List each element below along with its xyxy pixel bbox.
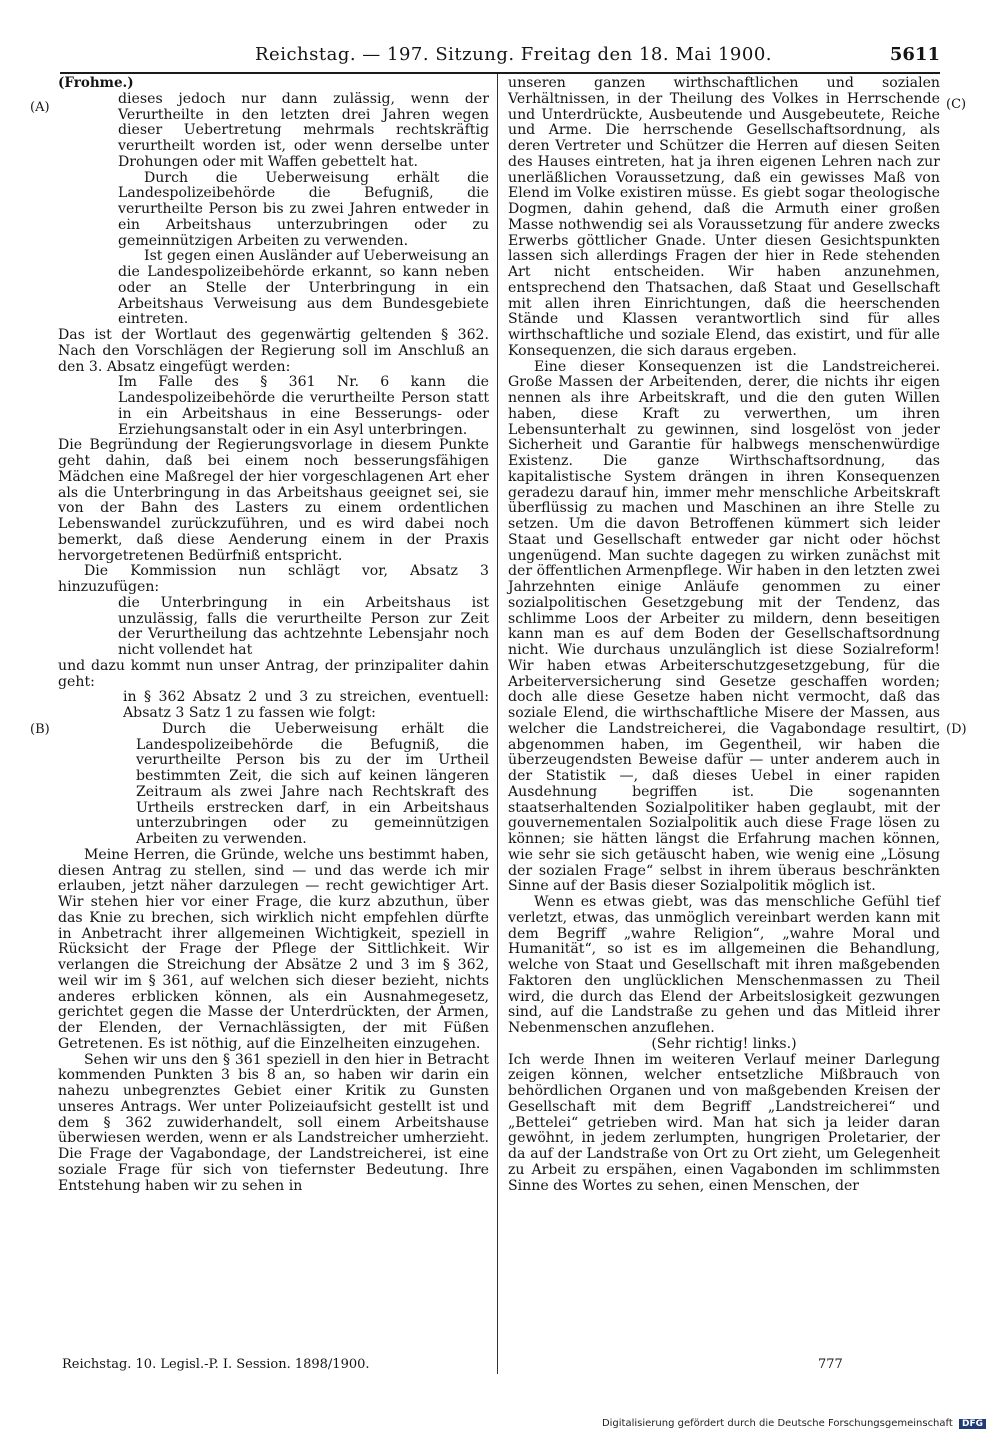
paragraph: Eine dieser Konsequenzen ist die Landstreicherei. Große Massen der Arbeitenden, derer, die nichts ihr eigen nennen als ihre Arbeitskraft, und die den guten Willen haben, diese Kraft zu verwerthen, um ihren Lebensunterhalt zu gewinnen, sind losgelöst von jeder Sicherheit und Garantie für halbwegs menschenwürdige Existenz. Die ganze Wirthschaftsordnung, das kapitalistische System drängen in ihren Konsequenzen geradezu darauf hin, immer mehr menschliche Arbeitskraft überflüssig zu machen und Maschinen an ihre Stelle zu setzen. Um die davon Betroffenen kümmert sich leider Staat und Gesellschaft entweder gar nicht oder höchst ungenügend. Man suchte dagegen zu wirken zunächst mit der öffentlichen Armenpflege. Wir haben in den letzten zwei Jahrzehnten einige Anläufe genommen zu einer sozialpolitischen Gesetzgebung mit der Tendenz, das schlimme Loos der Arbeiter zu mildern, denn beseitigen kann man es auf dem Boden der Gesellschaftsordnung nicht. Wie durchaus unzulänglich ist diese Sozialreform! Wir haben etwas Arbeiterschutzgesetzgebung, für die Arbeiterversicherung sind Gesetze geschaffen worden; doch alle diese Gesetze haben nicht vermocht, daß das soziale Elend, die wirthschaftliche Misere der Massen, aus welcher die Landstreicherei, die Vagabondage resultirt, abgenommen haben, im Gegentheil, wir haben die überzeugendsten Beweise dafür — unter anderem auch in der Statistik —, daß dieses Uebel in einer rapiden Ausdehnung begriffen ist. Die sogenannten staatserhaltenden Sozialpolitiker haben geglaubt, mit der gouvernementalen Sozialpolitik auch diese Frage lösen zu können; sie hätten längst die Erfahrung machen können, wie sehr sie sich getäuscht haben, wie wenig eine „Lösung der sozialen Frage“ selbst in ihrem überaus beschränkten Sinne auf der Basis dieser Sozialpolitik möglich ist. (508, 358, 941, 895)
page-number: 5611 (889, 44, 940, 65)
paragraph: Die Begründung der Regierungsvorlage in diesem Punkte geht dahin, daß bei einem noch besserungsfähigen Mädchen eine Maßregel der hier vorgeschlagenen Art eher als die Unterbringung in das Arbeitshaus geeignet sei, sie von der Bahn des Lasters zu einem ordentlichen Lebenswandel zurückzuführen, und es wird dabei noch bemerkt, daß diese Aenderung einem in der Praxis hervorgetretenen Bedürfniß entspricht. (58, 437, 489, 564)
paragraph: unseren ganzen wirthschaftlichen und sozialen Verhältnissen, in der Theilung des Volkes in Herrschende und Unterdrückte, Ausbeutende und Ausgebeutete, Reiche und Arme. Die herrschende Gesellschaftsordnung, als deren Vertreter und Schützer die Herren auf diesen Seiten des Hauses eintreten, hat ja ihren eigenen Lehren nach zur unerläßlichen Voraussetzung, daß ein gewisses Maß von Elend im Volke existiren müsse. Es giebt sogar theologische Dogmen, dahin gehend, daß die Armuth einer großen Masse nothwendig sei als Voraussetzung für andere zwecks Erwerbs göttlicher Gnade. Unter diesen Gesichtspunkten lassen sich allerdings Fragen der hier in Rede stehenden Art nicht entscheiden. Wir haben anzunehmen, entsprechend den Thatsachen, daß Staat und Gesellschaft mit allen ihren Einrichtungen, daß die heerschenden Stände und Klassen verantwortlich sind für alles wirthschaftliche und soziale Elend, das existirt, und für alle Konsequenzen, die sich daraus ergeben. (508, 75, 940, 359)
paragraph: Ich werde Ihnen im weiteren Verlauf meiner Darlegung zeigen können, welcher entsetzliche Mißbrauch von behördlichen Organen und von maßgebenden Kreisen der Gesellschaft mit dem Begriff „Landstreicherei“ und „Bettelei“ getrieben wird. Man hat sich ja leider daran gewöhnt, in jedem zerlumpten, hungrigen Proletarier, der da auf der Landstraße von Ort zu Ort zieht, um Gelegenheit zu Arbeit zu erspähen, einen Vagabonden im schlimmsten Sinne des Wortes zu sehen, einen Menschen, der (508, 1051, 940, 1194)
paragraph: Sehen wir uns den § 361 speziell in den hier in Betracht kommenden Punkten 3 bis 8 an, so haben wir darin ein nahezu unbegrenztes Gebiet einer Kritik zu Gunsten unseres Antrags. Wer unter Polizeiaufsicht gestellt ist und dem § 362 zuwiderhandelt, soll einem Arbeitshause überwiesen werden, wenn er als Landstreicher umherzieht. Die Frage der Vagabondage, der Landstreicherei, ist eine soziale Frage für sich von tiefernster Bedeutung. Ihre Entstehung haben wir zu sehen in (58, 1051, 489, 1194)
paragraph: Durch die Ueberweisung erhält die Landespolizeibehörde die Befugniß, die verurtheilte Person bis zu der im Urtheil bestimmten Zeit, die sich auf keinen längeren Zeitraum als zwei Jahre nach Rechtskraft des Urtheils erstrecken darf, in ein Arbeitshaus unterzubringen oder zu gemeinnützigen Arbeiten zu verwenden. (136, 720, 489, 847)
dfg-credit-text: Digitalisierung gefördert durch die Deutsche Forschungsgemeinschaft (601, 1418, 953, 1429)
margin-mark-a: (A) (30, 100, 50, 115)
paragraph: in § 362 Absatz 2 und 3 zu streichen, eventuell: Absatz 3 Satz 1 zu fassen wie folgt: (123, 689, 489, 721)
left-column (58, 76, 489, 1194)
interjection: (Sehr richtig! links.) (651, 1035, 797, 1052)
margin-mark-b: (B) (30, 722, 50, 737)
paragraph: Ist gegen einen Ausländer auf Ueberweisung an die Landespolizeibehörde erkannt, so kann neben oder an Stelle der Unterbringung in ein Arbeitshaus Verweisung aus dem Bundesgebiete eintreten. (118, 248, 489, 328)
header-rule (60, 72, 940, 74)
paragraph: Wenn es etwas giebt, was das menschliche Gefühl tief verletzt, etwas, das unmöglich vereinbart werden kann mit dem Begriff „wahre Religion“, „wahre Moral und Humanität“, so ist es im allgemeinen die Behandlung, welche von Staat und Gesellschaft mit ihren maßgebenden Faktoren den unglücklichen Menschenmassen zu Theil wird, die durch das Elend der Arbeitslosigkeit gezwungen sind, auf die Landstraße zu gehen und das Mitleid ihrer Nebenmenschen anzuflehen. (508, 894, 940, 1036)
paragraph: Meine Herren, die Gründe, welche uns bestimmt haben, diesen Antrag zu stellen, sind — und das werde ich mir erlauben, jetzt näher darzulegen — recht gewichtiger Art. Wir stehen hier vor einer Frage, die kurz abzuthun, über das Knie zu brechen, sich wirklich nicht empfehlen dürfte in Anbetracht ihrer allgemeinen Wichtigkeit, speziell in Rücksicht der Frage der Pflege der Sittlichkeit. Wir verlangen die Streichung der Absätze 2 und 3 im § 362, weil wir im § 361, auf welchen sich dieser bezieht, nichts anderes erblicken können, als ein Ausnahmegesetz, gerichtet gegen die Masse der Unterdrückten, der Armen, der Elenden, der Vernachlässigten, der mit Füßen Getretenen. Es ist nöthig, auf die Einzelheiten einzugehen. (58, 846, 489, 1052)
running-head: Reichstag. — 197. Sitzung. Freitag den 18. Mai 1900. (255, 44, 773, 65)
footer-signature: 777 (818, 1357, 843, 1372)
footer-left: Reichstag. 10. Legisl.-P. I. Session. 1898/1900. (62, 1357, 370, 1372)
page-header (60, 44, 940, 72)
dfg-logo-icon: DFG (959, 1419, 986, 1429)
paragraph: Das ist der Wortlaut des gegenwärtig geltenden § 362. Nach den Vorschlägen der Regierung soll im Anschluß an den 3. Absatz eingefügt werden: (58, 327, 489, 375)
column-divider (497, 74, 498, 1374)
paragraph: dieses jedoch nur dann zulässig, wenn der Verurtheilte in den letzten drei Jahren wegen dieser Uebertretung mehrmals rechtskräftig verurtheilt worden ist, oder wenn derselbe unter Drohungen oder mit Waffen gebettelt hat. (118, 90, 489, 170)
paragraph: und dazu kommt nun unser Antrag, der prinzipaliter dahin geht: (58, 657, 489, 690)
paragraph: Die Kommission nun schlägt vor, Absatz 3 hinzuzufügen: (58, 563, 489, 595)
paragraph: die Unterbringung in ein Arbeitshaus ist unzulässig, falls die verurtheilte Person zur Zeit der Verurtheilung das achtzehnte Lebensjahr noch nicht vollendet hat (118, 594, 489, 658)
paragraph: Im Falle des § 361 Nr. 6 kann die Landespolizeibehörde die verurtheilte Person statt in ein Arbeitshaus in eine Besserungs- oder Erziehungsanstalt oder in ein Asyl unterbringen. (118, 374, 489, 438)
margin-mark-c: (C) (946, 97, 967, 112)
margin-mark-d: (D) (946, 722, 967, 737)
dfg-credit (602, 1418, 986, 1429)
speaker-label: (Frohme.) (58, 75, 134, 91)
paragraph: Durch die Ueberweisung erhält die Landespolizeibehörde die Befugniß, die verurtheilte Person bis zu zwei Jahren entweder in ein Arbeitshaus unterzubringen oder zu gemeinnützigen Arbeiten zu verwenden. (118, 169, 489, 249)
right-column (508, 76, 940, 1194)
